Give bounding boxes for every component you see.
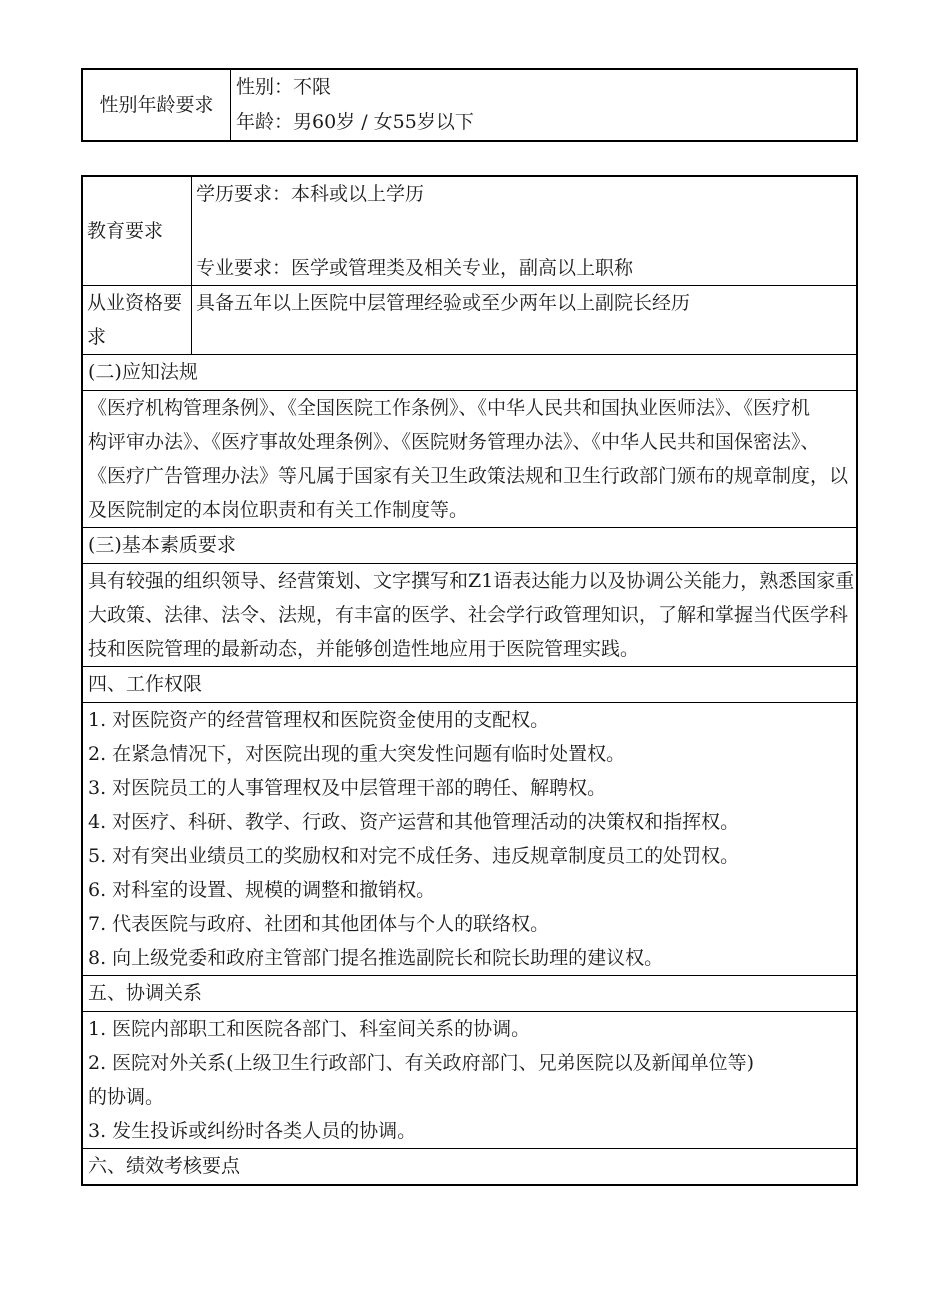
table-row-coordination-heading xyxy=(82,976,857,1012)
list-item: 8. 向上级党委和政府主管部门提名推选副院长和院长助理的建议权。 xyxy=(88,947,664,969)
qualification-value-cell xyxy=(192,286,858,355)
performance-heading-text: 六、绩效考核要点 xyxy=(88,1155,241,1177)
list-item: 1. 医院内部职工和医院各部门、科室间关系的协调。 xyxy=(88,1018,531,1040)
education-value-cell xyxy=(192,176,858,286)
work-authority-heading-text: 四、工作权限 xyxy=(88,673,203,695)
gender-age-requirement-table xyxy=(81,68,858,142)
regulations-paragraph xyxy=(82,391,857,528)
list-item: 1. 对医院资产的经营管理权和医院资金使用的支配权。 xyxy=(88,709,550,731)
list-item: 的协调。 xyxy=(88,1086,165,1108)
regulations-heading-text: (二)应知法规 xyxy=(88,361,198,383)
qualification-text: 具备五年以上医院中层管理经验或至少两年以上副院长经历 xyxy=(196,292,691,314)
regulations-line: 《医疗广告管理办法》等凡属于国家有关卫生政策法规和卫生行政部门颁布的规章制度，以 xyxy=(88,465,849,487)
basic-quality-line: 大政策、法律、法令、法规，有丰富的医学、社会学行政管理知识，了解和掌握当代医学科 xyxy=(88,604,849,626)
work-authority-list xyxy=(82,703,857,976)
table-row-qualification xyxy=(82,286,857,355)
regulations-line: 及医院制定的本岗位职责和有关工作制度等。 xyxy=(88,499,469,521)
education-degree-line: 学历要求：本科或以上学历 xyxy=(196,183,425,205)
list-item: 3. 发生投诉或纠纷时各类人员的协调。 xyxy=(88,1120,417,1142)
coordination-heading xyxy=(82,976,857,1012)
performance-heading xyxy=(82,1149,857,1186)
work-authority-heading xyxy=(82,667,857,703)
coordination-heading-text: 五、协调关系 xyxy=(88,982,203,1004)
table-row-performance-heading xyxy=(82,1149,857,1186)
basic-quality-paragraph xyxy=(82,564,857,667)
table-row-coordination-body xyxy=(82,1012,857,1149)
table-row-regulations-body xyxy=(82,391,857,528)
education-label: 教育要求 xyxy=(82,176,192,286)
job-description-main-table xyxy=(81,175,858,1186)
list-item: 6. 对科室的设置、规模的调整和撤销权。 xyxy=(88,879,436,901)
list-item: 2. 医院对外关系(上级卫生行政部门、有关政府部门、兄弟医院以及新闻单位等) xyxy=(88,1052,754,1074)
education-major-line: 专业要求：医学或管理类及相关专业，副高以上职称 xyxy=(196,257,634,279)
list-item: 2. 在紧急情况下，对医院出现的重大突发性问题有临时处置权。 xyxy=(88,743,626,765)
basic-quality-line: 具有较强的组织领导、经营策划、文字撰写和Z1语表达能力以及协调公关能力，熟悉国家重 xyxy=(88,570,855,592)
regulations-line: 《医疗机构管理条例》、《全国医院工作条例》、《中华人民共和国执业医师法》、《医疗机 xyxy=(88,397,811,419)
basic-quality-heading xyxy=(82,528,857,564)
table-row-work-authority-heading xyxy=(82,667,857,703)
gender-age-value-cell xyxy=(231,69,858,141)
table-row-work-authority-body xyxy=(82,703,857,976)
basic-quality-line: 技和医院管理的最新动态，并能够创造性地应用于医院管理实践。 xyxy=(88,638,640,660)
gender-age-label: 性别年龄要求 xyxy=(82,69,231,141)
list-item: 3. 对医院员工的人事管理权及中层管理干部的聘任、解聘权。 xyxy=(88,777,607,799)
qualification-spacer xyxy=(196,320,856,354)
list-item: 4. 对医疗、科研、教学、行政、资产运营和其他管理活动的决策权和指挥权。 xyxy=(88,811,740,833)
basic-quality-heading-text: (三)基本素质要求 xyxy=(88,534,236,556)
regulations-heading xyxy=(82,355,857,391)
table-row-basic-quality-body xyxy=(82,564,857,667)
regulations-line: 构评审办法》、《医疗事故处理条例》、《医院财务管理办法》、《中华人民共和国保密法》、 xyxy=(88,431,820,453)
gender-line: 性别：不限 xyxy=(236,76,332,98)
coordination-list xyxy=(82,1012,857,1149)
table-row xyxy=(82,69,857,141)
list-item: 5. 对有突出业绩员工的奖励权和对完不成任务、违反规章制度员工的处罚权。 xyxy=(88,845,740,867)
age-line: 年龄：男60岁 / 女55岁以下 xyxy=(236,111,474,133)
list-item: 7. 代表医院与政府、社团和其他团体与个人的联络权。 xyxy=(88,913,550,935)
qualification-label: 从业资格要求 xyxy=(82,286,192,355)
table-row-basic-quality-heading xyxy=(82,528,857,564)
table-row-education xyxy=(82,176,857,286)
table-row-regulations-heading xyxy=(82,355,857,391)
education-spacer xyxy=(196,211,856,251)
